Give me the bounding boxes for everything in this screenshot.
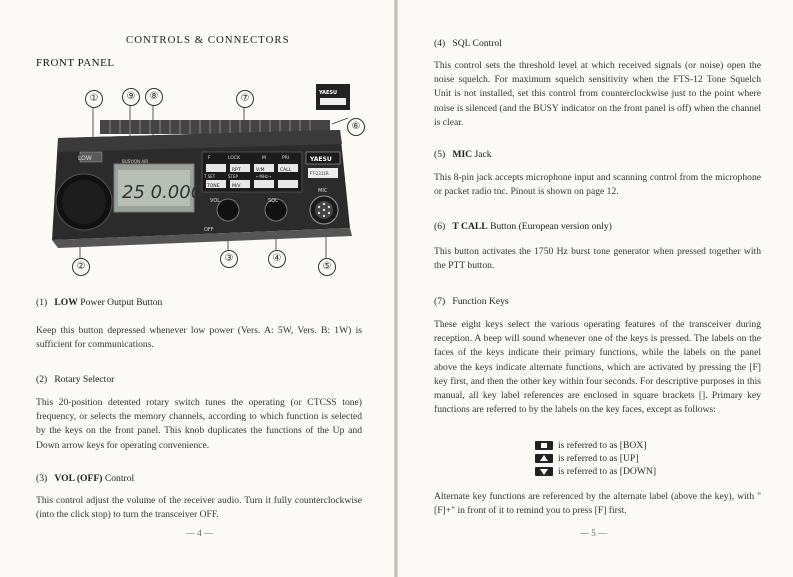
radio-vm-key: V/M xyxy=(256,168,265,173)
radio-rpt-key: RPT xyxy=(232,168,241,173)
radio-tone-key: TONE xyxy=(207,184,220,189)
page-number-right: — 5 — xyxy=(580,528,607,538)
para-alternate-keys: Alternate key functions are referenced by the alternate label (above the key), with "[F]+" in front of it to remind you to press [F] first. xyxy=(434,491,761,517)
heading-tcall: (6) T CALL Button (European version only) xyxy=(434,221,612,232)
heading-function-keys: (7) Function Keys xyxy=(434,296,509,307)
heading-low-title: LOW xyxy=(54,297,78,308)
callout-9: ⑨ xyxy=(122,88,140,106)
key-ref-down: is referred to as [DOWN] xyxy=(535,466,656,477)
callout-5: ⑤ xyxy=(318,258,336,276)
radio-sql-label: SQL xyxy=(268,198,278,204)
key-ref-box: is referred to as [BOX] xyxy=(535,440,646,451)
box-key-icon xyxy=(535,441,553,450)
para-low-power: Keep this button depressed whenever low power (Vers. A: 5W, Vers. B: 1W) is sufficient for communications. xyxy=(36,325,362,351)
heading-low-power: (1) LOW Power Output Button xyxy=(36,297,163,308)
radio-front-panel-illustration xyxy=(40,80,370,260)
heading-rotary-selector: (2) Rotary Selector xyxy=(36,374,115,385)
radio-mev-key: M/V xyxy=(232,184,241,189)
callout-6: ⑥ xyxy=(347,118,365,136)
callout-4: ④ xyxy=(268,250,286,268)
radio-mhz-label: ←MHz→ xyxy=(256,174,272,179)
radio-off-label: OFF xyxy=(204,227,214,233)
radio-brand-label: YAESU xyxy=(310,156,332,163)
radio-frequency-display: 25 0.000 xyxy=(122,182,203,203)
radio-tag-brand-label: YAESU xyxy=(319,90,338,96)
radio-call-key: CALL xyxy=(280,168,292,173)
radio-vol-label: VOL xyxy=(210,198,221,204)
up-arrow-key-icon xyxy=(535,454,553,463)
radio-m-label: M xyxy=(262,156,266,161)
radio-lock-label: LOCK xyxy=(228,156,240,161)
radio-busy-label: BUSY/ON AIR xyxy=(122,159,149,164)
radio-f-label: F xyxy=(208,156,211,161)
para-mic: This 8-pin jack accepts microphone input and scanning control from the microphone or packet radio tnc. Pinout is shown on page 12. xyxy=(434,172,761,198)
para-vol: This control adjust the volume of the receiver audio. Turn it fully counterclockwise (into the click stop) to turn the transceiver OFF. xyxy=(36,495,362,521)
radio-low-label: LOW xyxy=(78,155,92,162)
heading-mic: (5) MIC Jack xyxy=(434,149,492,160)
heading-sql: (4) SQL Control xyxy=(434,38,502,49)
callout-3: ③ xyxy=(220,250,238,268)
para-rotary-selector: This 20-position detented rotary switch tunes the operating (or CTCSS tone) frequency, or selects the memory channels, according to which function is selected by the keys on the front panel. This knob duplicates the functions of the Up and Down arrow keys for operating convenience. xyxy=(36,397,362,451)
page-number-left: — 4 — xyxy=(186,528,213,538)
radio-tset-label: T SET xyxy=(204,174,216,179)
section-title: FRONT PANEL xyxy=(36,57,115,69)
callout-8: ⑧ xyxy=(145,88,163,106)
callout-7: ⑦ xyxy=(236,90,254,108)
page-header: CONTROLS & CONNECTORS xyxy=(126,34,290,46)
radio-mic-label: MIC xyxy=(318,188,328,194)
radio-pri-label: PRI xyxy=(282,156,290,161)
heading-vol: (3) VOL (OFF) Control xyxy=(36,473,135,484)
radio-model-label: FT-2311R xyxy=(310,171,329,176)
callout-2: ② xyxy=(72,258,90,276)
para-function-keys: These eight keys select the various operating features of the transceiver during reception. A beep will sound whenever one of the keys is pressed. The labels on the faces of the keys indicate their primary functions, while the labels on the panel above the keys indicate alternate functions, which are activated by pressing the [F] key first, and then the other key within four seconds. For descriptive purposes in this manual, all key label references are enclosed in square brackets []. Primary key functions are referred to by the labels on the key faces, except as follows: xyxy=(434,319,761,416)
callout-1: ① xyxy=(85,90,103,108)
key-ref-up: is referred to as [UP] xyxy=(535,453,638,464)
para-tcall: This button activates the 1750 Hz burst tone generator when pressed together with the PTT button. xyxy=(434,246,761,272)
para-sql: This control sets the threshold level at which received signals (or noise) open the noise squelch. For maximum squelch sensitivity when the FTS-12 Tone Squelch Unit is not installed, set this control from counterclockwise just to the point where noise is silenced (and the BUSY indicator on the front panel is off) when the channel is clear. xyxy=(434,60,761,128)
radio-step-label: STEP xyxy=(228,174,238,179)
down-arrow-key-icon xyxy=(535,467,553,476)
